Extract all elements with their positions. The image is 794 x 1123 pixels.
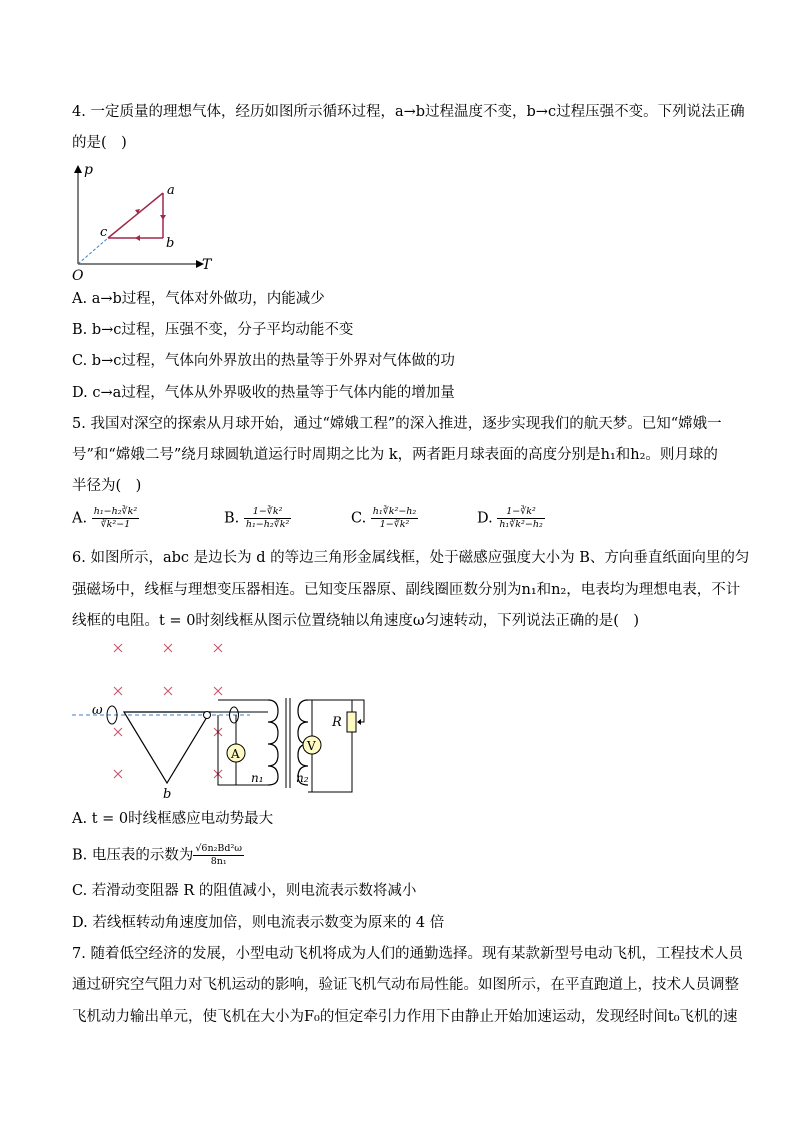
q6-option-c: C. 若滑动变阻器 R 的阻值减小，则电流表示数将减小 <box>72 883 417 899</box>
rheostat <box>347 712 356 732</box>
q7-line1: 7. 随着低空经济的发展，小型电动飞机将成为人们的通勤选择。现有某款新型号电动飞机，工程技术人员 <box>72 946 743 962</box>
dashed-extension <box>78 238 108 264</box>
arrow-bc <box>135 235 140 241</box>
q4-stem-line1: 4. 一定质量的理想气体，经历如图所示循环过程，a→b过程温度不变，b→c过程压强不变。下列说法正确 <box>72 104 745 120</box>
fraction: $\frac{\text{h₁∛k²−h₂}}{\text{1−∛k²}}$ <box>372 506 417 530</box>
q5-stem-line3: 半径为( ) <box>72 478 142 494</box>
q5-option-a <box>72 506 139 531</box>
slip-ring-1 <box>204 712 211 719</box>
q6-stem-line2: 强磁场中，线框与理想变压器相连。已知变压器原、副线圈匝数分别为n₁和n₂，电表均为理想电表，不计 <box>72 582 741 598</box>
primary-coil <box>268 700 278 785</box>
q4-option-b: B. b→c过程，压强不变，分子平均动能不变 <box>72 322 354 338</box>
option-label: B. <box>224 510 240 527</box>
label-T: T <box>202 257 212 273</box>
option-label: C. <box>351 510 367 527</box>
q5-option-c <box>351 506 418 531</box>
q5-stem-line2: 号”和“嫦娥二号”绕月球圆轨道运行时周期之比为 k，两者距月球表面的高度分别是h₁和h₂。则月球的 <box>72 447 718 463</box>
q6-option-a: A. t = 0时线框感应电动势最大 <box>72 811 274 827</box>
q4-pt-graph <box>66 158 216 282</box>
label-O: O <box>72 268 84 282</box>
fraction: $\frac{\text{1−∛k²}}{\text{h₁−h₂∛k²}}$ <box>245 506 290 530</box>
fraction: $\frac{\text{1−∛k²}}{\text{h₁∛k²−h₂}}$ <box>499 506 543 530</box>
q5-option-b <box>224 506 291 531</box>
label-b: b <box>166 236 175 251</box>
option-b-fraction: $\frac{\text{√6n₂Bd²ω}}{\text{8n₁}}$ <box>195 843 243 867</box>
vertex-b-label: b <box>163 787 172 802</box>
q4-option-c: C. b→c过程，气体向外界放出的热量等于外界对气体做的功 <box>72 353 455 369</box>
cycle-ca <box>108 193 163 238</box>
option-b-text: B. 电压表的示数为 <box>72 847 194 864</box>
label-c: c <box>100 225 108 240</box>
q7-line2: 通过研究空气阻力对飞机运动的影响，验证飞机气动布局性能。如图所示，在平直跑道上，技术人员调整 <box>72 977 739 993</box>
q5-option-d <box>477 506 545 531</box>
fraction: $\frac{\text{h₁−h₂∛k²}}{\text{∛k²−1}}$ <box>93 506 138 530</box>
label-p: p <box>84 162 93 178</box>
rheostat-label: R <box>332 715 342 730</box>
q4-option-a: A. a→b过程，气体对外做功，内能减少 <box>72 291 325 307</box>
q4-option-d: D. c→a过程，气体从外界吸收的热量等于气体内能的增加量 <box>72 385 455 401</box>
n2-label: n₂ <box>296 771 309 785</box>
option-label: D. <box>477 510 493 527</box>
label-a: a <box>167 183 175 198</box>
omega-label: ω <box>92 703 103 718</box>
q7-line3: 飞机动力输出单元，使飞机在大小为F₀的恒定牵引力作用下由静止开始加速运动，发现经时间t₀飞机的速 <box>72 1009 738 1025</box>
voltmeter-label: V <box>307 739 316 753</box>
magnetic-field-crosses <box>114 644 222 778</box>
q5-stem-line1: 5. 我国对深空的探索从月球开始，通过“嫦娥工程”的深入推进，逐步实现我们的航天梦。已知“嫦娥一 <box>72 416 722 432</box>
n1-label: n₁ <box>251 771 264 785</box>
q6-stem-line1: 6. 如图所示，abc 是边长为 d 的等边三角形金属线框，处于磁感应强度大小为 B、方向垂直纸面向里的匀 <box>72 550 750 566</box>
arrow-ab <box>160 215 166 220</box>
q4-stem-line2: 的是( ) <box>72 135 127 151</box>
q6-option-d: D. 若线框转动角速度加倍，则电流表示数变为原来的 4 倍 <box>72 915 445 931</box>
option-label: A. <box>72 510 88 527</box>
q6-option-b <box>72 843 244 868</box>
triangle-frame <box>124 712 210 783</box>
q6-stem-line3: 线框的电阻。t = 0时刻线框从图示位置绕轴以角速度ω匀速转动，下列说法正确的是( ) <box>72 613 640 629</box>
q6-circuit-figure <box>68 636 388 802</box>
ammeter-label: A <box>231 747 240 761</box>
